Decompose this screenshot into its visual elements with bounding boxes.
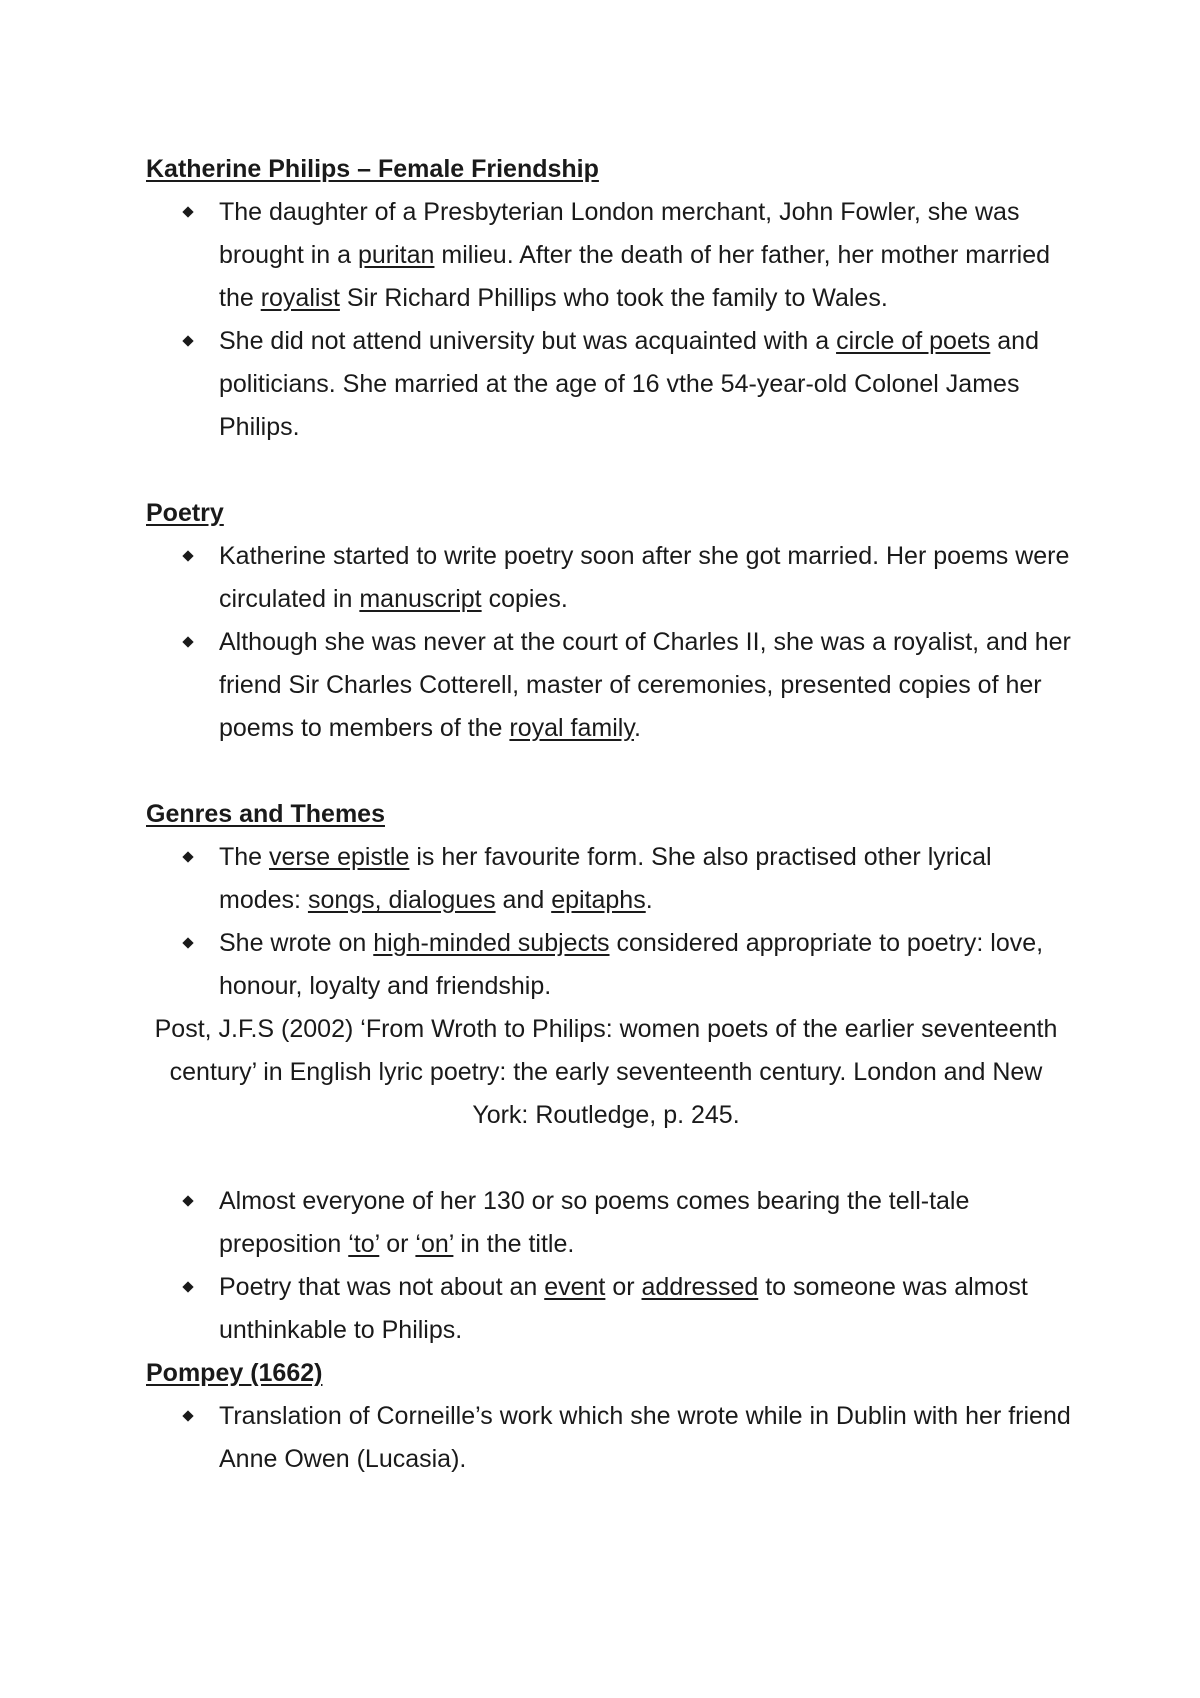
bullet-list [146, 535, 1076, 750]
item-text: and [495, 886, 552, 914]
bullet-icon [182, 851, 193, 862]
list-item [146, 191, 1076, 320]
underlined-term: manuscript [359, 585, 482, 613]
item-text: The daughter of a Presbyterian London merchant, John Fowler, she was brought in a [219, 198, 1020, 269]
underlined-term: songs, dialogues [307, 886, 496, 914]
underlined-term: royal family [509, 714, 634, 742]
bullet-list [146, 1180, 1076, 1352]
underlined-term: epitaphs [551, 886, 646, 914]
section-heading: Poetry [146, 499, 224, 527]
item-text: and politicians. She married at the age of 16 vthe 54-year-old Colonel James Philips. [219, 327, 1039, 441]
item-text: . [633, 714, 641, 742]
section-heading: Pompey (1662) [146, 1359, 323, 1387]
item-text: milieu. After the death of her father, her mother married the [219, 241, 1051, 312]
citation: Post, J.F.S (2002) ‘From Wroth to Philips: women poets of the earlier seventeenth century’ in English lyric poetry: the early seventeenth century. London and New York: Routledge, p. 245. [154, 1015, 1058, 1129]
underlined-term: ‘on’ [415, 1230, 454, 1258]
underlined-term: event [544, 1273, 606, 1301]
item-text: Katherine started to write poetry soon after she got married. Her poems were circulated in [219, 542, 1070, 613]
section-heading: Genres and Themes [146, 800, 385, 828]
item-text: or [605, 1273, 642, 1301]
spacer [146, 750, 1076, 793]
item-text: . [645, 886, 653, 914]
item-text: is her favourite form. She also practised other lyrical modes: [219, 843, 992, 914]
bullet-icon [182, 550, 193, 561]
bullet-icon [182, 1281, 193, 1292]
item-text: to someone was almost unthinkable to Philips. [219, 1273, 1028, 1344]
item-text: The [219, 843, 270, 871]
document-body [146, 148, 1076, 1481]
underlined-term: high-minded subjects [373, 929, 610, 957]
list-item [146, 1180, 1076, 1266]
list-item [146, 1395, 1076, 1481]
list-item [146, 535, 1076, 621]
item-text: She wrote on [219, 929, 374, 957]
bullet-icon [182, 636, 193, 647]
underlined-term: royalist [260, 284, 340, 312]
item-text: Translation of Corneille’s work which she wrote while in Dublin with her friend Anne Owen (Lucasia). [219, 1402, 1071, 1473]
spacer [146, 1137, 1076, 1180]
item-text: considered appropriate to poetry: love, honour, loyalty and friendship. [219, 929, 1044, 1000]
item-text: or [379, 1230, 416, 1258]
item-text: Although she was never at the court of Charles II, she was a royalist, and her friend Sir Charles Cotterell, master of ceremonies, presented copies of her poems to members of the [219, 628, 1071, 742]
bullet-icon [182, 206, 193, 217]
bullet-icon [182, 1195, 193, 1206]
item-text: Poetry that was not about an [219, 1273, 545, 1301]
item-text: Sir Richard Phillips who took the family to Wales. [339, 284, 888, 312]
bullet-list [146, 191, 1076, 449]
section-heading: Katherine Philips – Female Friendship [146, 155, 599, 183]
item-text: in the title. [453, 1230, 575, 1258]
list-item [146, 922, 1076, 1008]
item-text: Almost everyone of her 130 or so poems comes bearing the tell-tale preposition [219, 1187, 970, 1258]
spacer [146, 449, 1076, 492]
item-text: She did not attend university but was acquainted with a [219, 327, 837, 355]
bullet-icon [182, 1410, 193, 1421]
underlined-term: verse epistle [269, 843, 410, 871]
list-item [146, 621, 1076, 750]
bullet-icon [182, 937, 193, 948]
bullet-list [146, 836, 1076, 1008]
underlined-term: circle of poets [836, 327, 991, 355]
item-text: copies. [481, 585, 568, 613]
underlined-term: addressed [641, 1273, 759, 1301]
list-item [146, 836, 1076, 922]
bullet-icon [182, 335, 193, 346]
bullet-list [146, 1395, 1076, 1481]
underlined-term: ‘to’ [348, 1230, 380, 1258]
underlined-term: puritan [358, 241, 435, 269]
list-item [146, 1266, 1076, 1352]
list-item [146, 320, 1076, 449]
